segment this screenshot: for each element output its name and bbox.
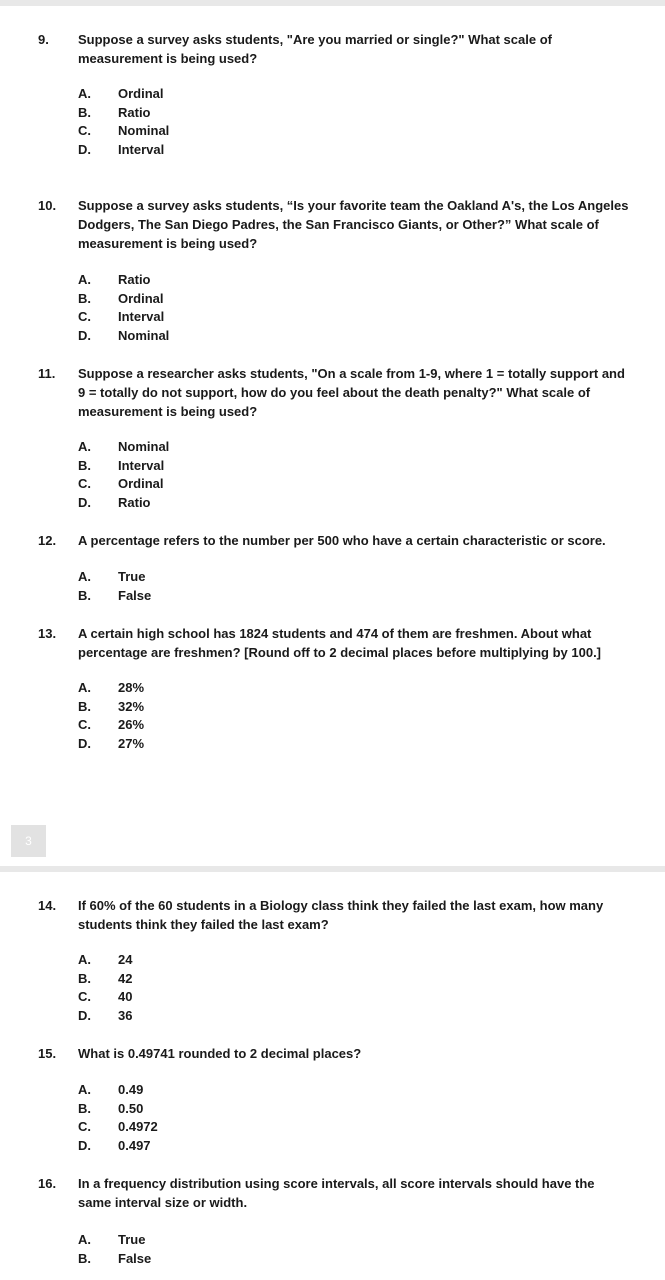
page-number-badge: 3 (11, 825, 46, 857)
question-text: A percentage refers to the number per 500 who have a certain characteristic or score. (78, 533, 606, 548)
question-number: 12. (38, 533, 57, 548)
question-number: 14. (38, 898, 57, 913)
question-text: Suppose a survey asks students, "Are you married or single?" What scale of measurement is being used? (78, 32, 552, 66)
question-text: In a frequency distribution using score intervals, all score intervals should have the same interval size or width. (78, 1176, 595, 1210)
question-number: 13. (38, 626, 57, 641)
page-top-edge (0, 0, 665, 6)
question-text: Suppose a survey asks students, “Is your favorite team the Oakland A's, the Los Angeles Dodgers, The San Diego Padres, the San Francisco Giants, or Other?” What scale of measurement is being used? (78, 198, 629, 251)
question-text: If 60% of the 60 students in a Biology class think they failed the last exam, how many students think they failed the last exam? (78, 898, 604, 932)
page-break (0, 866, 665, 872)
question-number: 9. (38, 32, 49, 47)
question-text: What is 0.49741 rounded to 2 decimal places? (78, 1046, 362, 1061)
question-number: 10. (38, 198, 57, 213)
question-text: Suppose a researcher asks students, "On a scale from 1-9, where 1 = totally support and 9 = totally do not support, how do you feel about the death penalty?" What scale of measurement is being used? (78, 366, 625, 419)
question-text: A certain high school has 1824 students and 474 of them are freshmen. About what percentage are freshmen? [Round off to 2 decimal places before multiplying by 100.] (78, 626, 602, 660)
question-number: 11. (38, 366, 56, 381)
question-number: 16. (38, 1176, 57, 1191)
question-number: 15. (38, 1046, 57, 1061)
